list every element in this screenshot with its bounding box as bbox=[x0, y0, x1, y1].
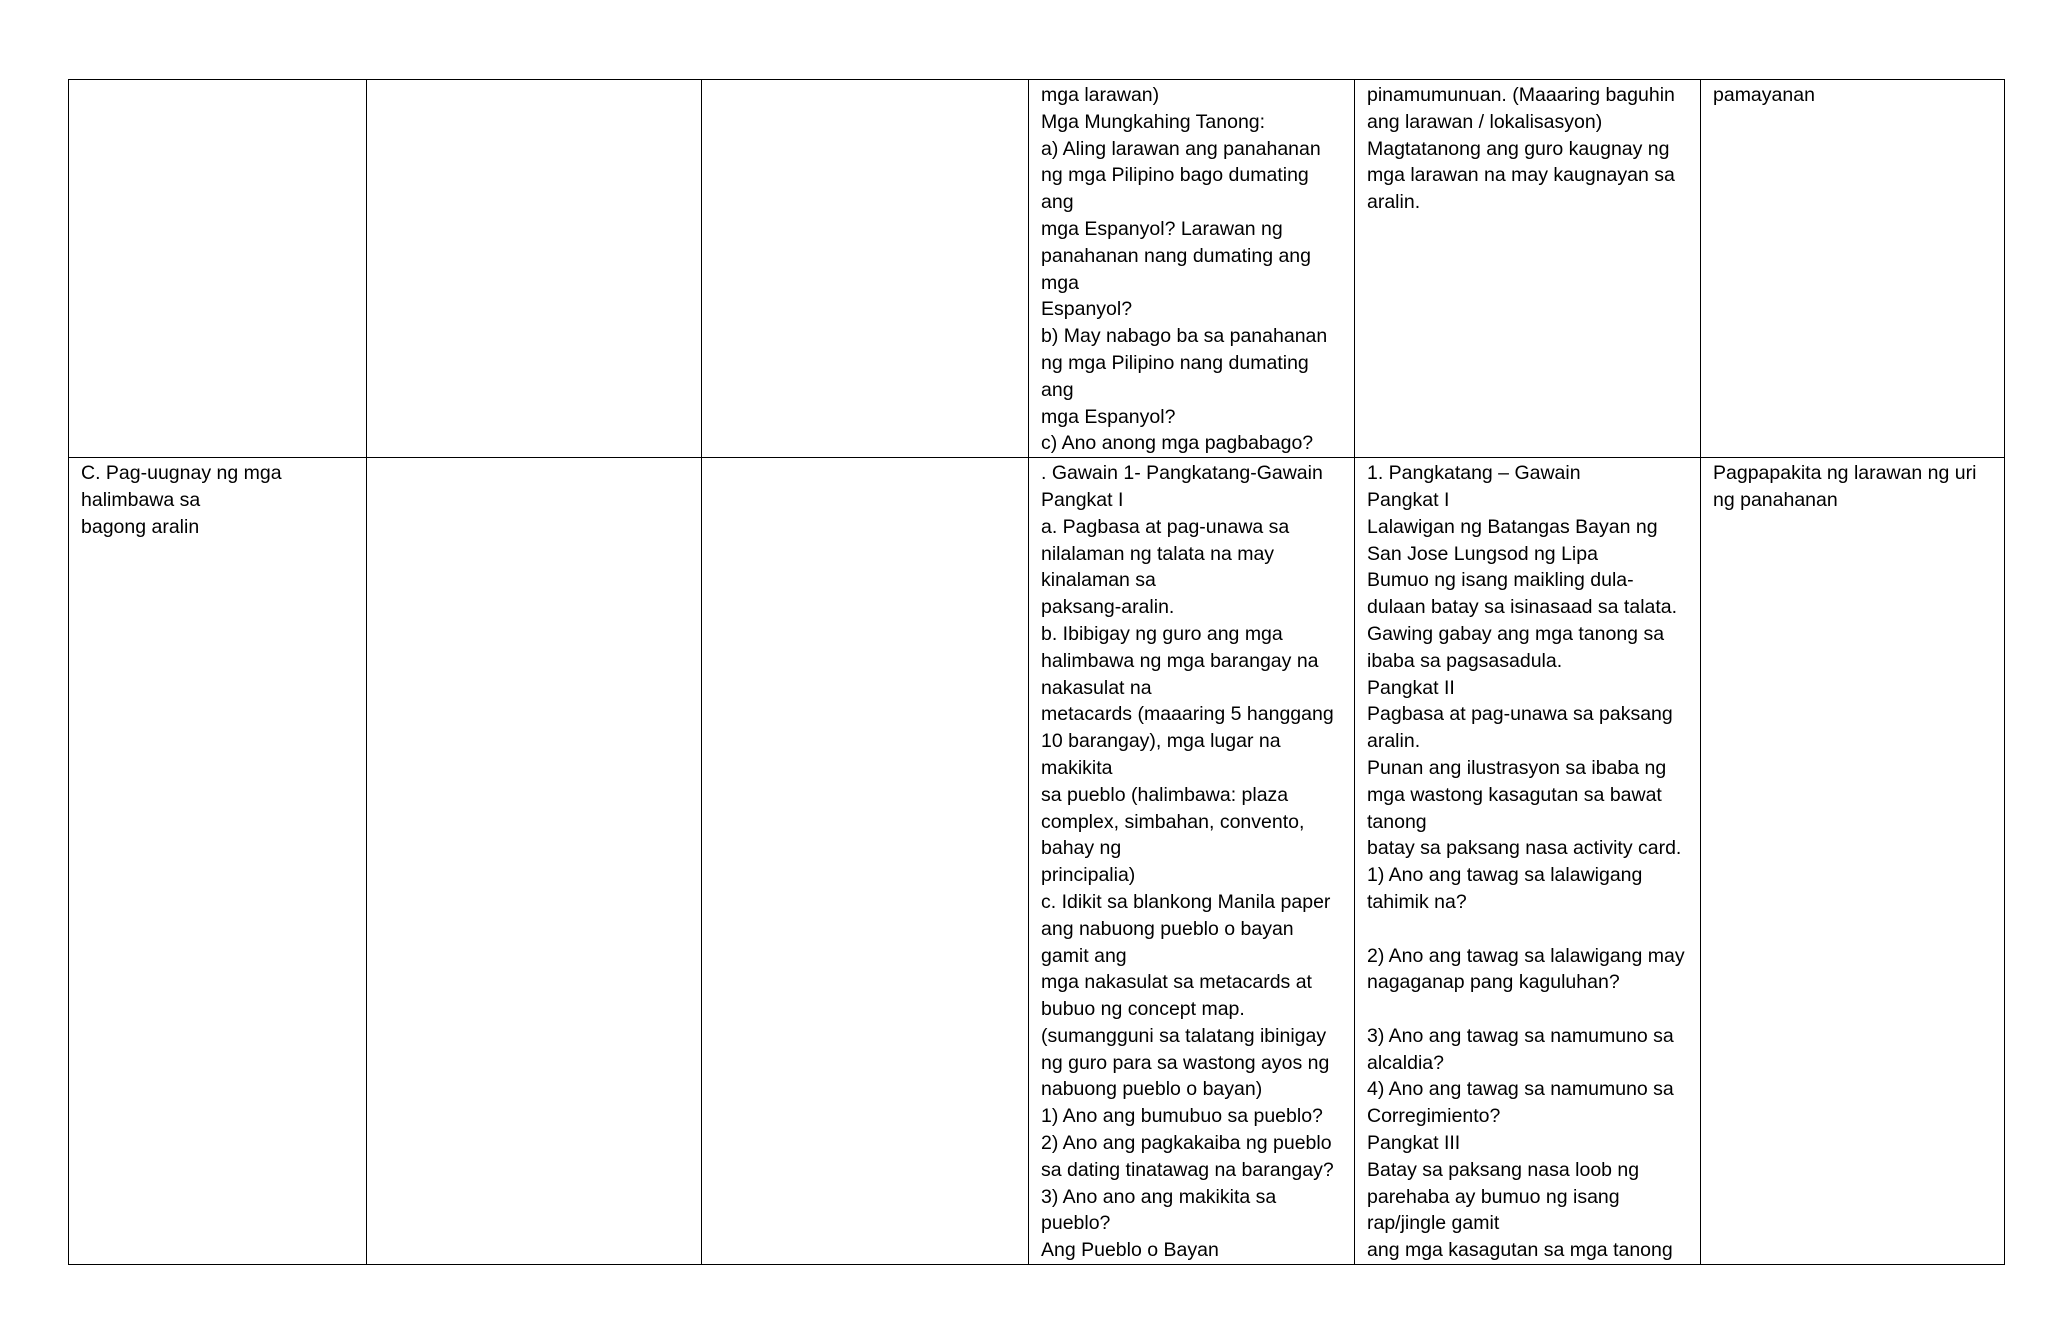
table-cell: Pagpapakita ng larawan ng uri ng panahanan bbox=[1701, 458, 2005, 1265]
table-cell: pinamumunuan. (Maaaring baguhin ang larawan / lokalisasyon) Magtatanong ang guro kaugnay ng mga larawan na may kaugnayan sa aralin. bbox=[1355, 80, 1701, 458]
table-cell: pamayanan bbox=[1701, 80, 2005, 458]
table-cell bbox=[69, 80, 367, 458]
table-cell: . Gawain 1- Pangkatang-Gawain Pangkat I a. Pagbasa at pag-unawa sa nilalaman ng talata na may kinalaman sa paksang-aralin. b. Ibibigay ng guro ang mga halimbawa ng mga barangay na nakasulat na metacards (maaaring 5 hanggang 10 barangay), mga lugar na makikita sa pueblo (halimbawa: plaza complex, simbahan, convento, bahay ng principalia) c. Idikit sa blankong Manila paper ang nabuong pueblo o bayan gamit ang mga nakasulat sa metacards at bubuo ng concept map. (sumangguni sa talatang ibinigay ng guro para sa wastong ayos ng nabuong pueblo o bayan) 1) Ano ang bumubuo sa pueblo? 2) Ano ang pagkakaiba ng pueblo sa dating tinatawag na barangay? 3) Ano ano ang makikita sa pueblo? Ang Pueblo o Bayan bbox=[1029, 458, 1355, 1265]
lesson-plan-table bbox=[68, 79, 2005, 1265]
table-cell: mga larawan) Mga Mungkahing Tanong: a) Aling larawan ang panahanan ng mga Pilipino bago dumating ang mga Espanyol? Larawan ng panahanan nang dumating ang mga Espanyol? b) May nabago ba sa panahanan ng mga Pilipino nang dumating ang mga Espanyol? c) Ano anong mga pagbabago? bbox=[1029, 80, 1355, 458]
table-cell: C. Pag-uugnay ng mga halimbawa sa bagong aralin bbox=[69, 458, 367, 1265]
table-cell bbox=[367, 458, 702, 1265]
table-row bbox=[69, 458, 2005, 1265]
table-cell bbox=[702, 80, 1029, 458]
table-row bbox=[69, 80, 2005, 458]
table-cell bbox=[367, 80, 702, 458]
table-cell: 1. Pangkatang – Gawain Pangkat I Lalawigan ng Batangas Bayan ng San Jose Lungsod ng Lipa Bumuo ng isang maikling dula- dulaan batay sa isinasaad sa talata. Gawing gabay ang mga tanong sa ibaba sa pagsasadula. Pangkat II Pagbasa at pag-unawa sa paksang aralin. Punan ang ilustrasyon sa ibaba ng mga wastong kasagutan sa bawat tanong batay sa paksang nasa activity card. 1) Ano ang tawag sa lalawigang tahimik na? 2) Ano ang tawag sa lalawigang may nagaganap pang kaguluhan? 3) Ano ang tawag sa namumuno sa alcaldia? 4) Ano ang tawag sa namumuno sa Corregimiento? Pangkat III Batay sa paksang nasa loob ng parehaba ay bumuo ng isang rap/jingle gamit ang mga kasagutan sa mga tanong bbox=[1355, 458, 1701, 1265]
document-page bbox=[68, 79, 2004, 1265]
table-cell bbox=[702, 458, 1029, 1265]
